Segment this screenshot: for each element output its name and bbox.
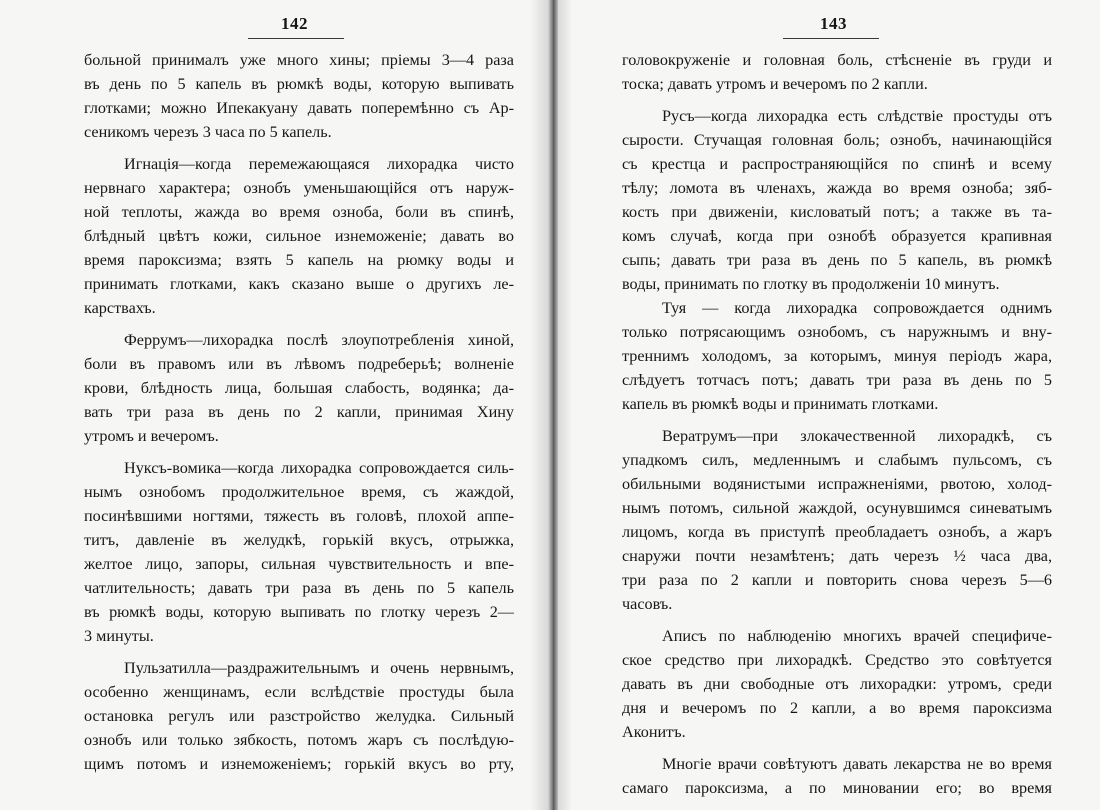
right-page-text	[622, 48, 1052, 800]
text-line: снаружи почти незамѣтенъ; дать черезъ ½ часа два,	[622, 547, 1052, 565]
text-line: глотками; можно Ипекакуану давать поперемѣнно съ Ар-	[84, 99, 514, 117]
text-line: вать три раза въ день по 2 капли, принимая Хину	[84, 403, 514, 421]
text-line: три раза по 2 капли и повторить снова черезъ 5—6	[622, 571, 1052, 589]
text-line: утромъ и вечеромъ.	[84, 427, 219, 445]
text-line: ной теплоты, жажда во время озноба, боли въ спинѣ,	[84, 203, 514, 221]
text-line: Вератрумъ—при злокачественной лихорадкѣ, съ	[662, 427, 1052, 445]
text-line: Многіе врачи совѣтуютъ давать лекарства не во время	[662, 755, 1052, 773]
text-line: только потрясающимъ ознобомъ, съ наружнымъ и вну-	[622, 323, 1052, 341]
text-line: Аконитъ.	[622, 723, 686, 741]
text-line: Туя — когда лихорадка сопровождается однимъ	[662, 299, 1052, 317]
text-line: Аписъ по наблюденію многихъ врачей специфиче-	[662, 627, 1052, 645]
text-line: самаго пароксизма, а по миновании его; во время	[622, 779, 1052, 797]
left-page-text	[84, 48, 514, 776]
text-line: карствахъ.	[84, 299, 156, 317]
text-line: крови, блѣдность лица, большая слабость, водянка; да-	[84, 379, 514, 397]
text-line: ское средство при лихорадкѣ. Средство это совѣтуется	[622, 651, 1052, 669]
text-line: кость при движеніи, кисловатый потъ; а также въ та-	[622, 203, 1052, 221]
text-line: нымъ ознобомъ продолжительное время, съ жаждой,	[84, 483, 514, 501]
text-line: сырости. Стучащая головная боль; ознобъ, начинающійся	[622, 131, 1052, 149]
text-line: въ рюмкѣ воды, которую выпивать по глотку черезъ 2—	[84, 603, 514, 621]
text-line: боли въ правомъ или въ лѣвомъ подреберьѣ; волненіе	[84, 355, 514, 373]
text-line: тѣлу; ломота въ членахъ, жажда во время озноба; зяб-	[622, 179, 1052, 197]
text-line: комъ случаѣ, когда при ознобѣ образуется крапивная	[622, 227, 1052, 245]
text-line: особенно женщинамъ, если вслѣдствіе простуды была	[84, 683, 514, 701]
text-line: щимъ потомъ и изнеможеніемъ; горькій вкусъ во рту,	[84, 755, 514, 773]
text-line: Игнація—когда перемежающаяся лихорадка чисто	[124, 155, 514, 173]
text-line: 3 минуты.	[84, 627, 154, 645]
text-line: больной принималъ уже много хины; пріемы 3—4 раза	[84, 51, 514, 69]
text-line: упадкомъ силъ, медленнымъ и слабымъ пульсомъ, съ	[622, 451, 1052, 469]
text-line: сыпь; давать три раза въ день по 5 капель, въ рюмкѣ	[622, 251, 1052, 269]
page-shadow	[530, 0, 548, 810]
text-line: Пульзатилла—раздражительнымъ и очень нервнымъ,	[124, 659, 514, 677]
text-line: часовъ.	[622, 595, 673, 613]
text-line: Феррумъ—лихорадка послѣ злоупотребленія хиной,	[124, 331, 514, 349]
text-line: нервнаго характера; ознобъ уменьшающійся отъ наруж-	[84, 179, 514, 197]
text-line: треннимъ холодомъ, за которымъ, минуя періодъ жара,	[622, 347, 1052, 365]
page-number-rule	[783, 38, 879, 39]
text-line: съ крестца и распространяющійся по спинѣ и всему	[622, 155, 1052, 173]
page-number-rule	[248, 38, 344, 39]
left-page	[0, 0, 548, 810]
text-line: время пароксизма; взять 5 капель на рюмку воды и	[84, 251, 514, 269]
text-line: Нуксъ-вомика—когда лихорадка сопровождается силь-	[124, 459, 514, 477]
text-line: посинѣвшими ногтями, тяжесть въ головѣ, плохой аппе-	[84, 507, 514, 525]
text-line: лицомъ, когда въ приступѣ преобладаетъ ознобъ, а жаръ	[622, 523, 1052, 541]
text-line: титъ, давленіе въ желудкѣ, горькій вкусъ, отрыжка,	[84, 531, 514, 549]
text-line: головокруженіе и головная боль, стѣсненіе въ груди и	[622, 51, 1052, 69]
text-line: сеникомъ черезъ 3 часа по 5 капель.	[84, 123, 332, 141]
page-shadow	[558, 0, 572, 810]
text-line: чатлительность; давать три раза въ день по 5 капель	[84, 579, 514, 597]
page-number: 143	[820, 14, 847, 33]
text-line: давать въ дни свободные отъ лихорадки: утромъ, среди	[622, 675, 1052, 693]
text-line: остановка регулъ или разстройство желудка. Сильный	[84, 707, 514, 725]
text-line: блѣдный цвѣтъ кожи, сильное изнеможеніе; давать во	[84, 227, 514, 245]
text-line: ознобъ или только зябкость, потомъ жаръ съ послѣдую-	[84, 731, 514, 749]
text-line: желтое лицо, запоры, сильная чувствительность и впе-	[84, 555, 514, 573]
book-gutter	[548, 0, 558, 810]
text-line: принимать глотками, какъ сказано выше о другихъ ле-	[84, 275, 514, 293]
text-line: тоска; давать утромъ и вечеромъ по 2 капли.	[622, 75, 928, 93]
text-line: въ день по 5 капель въ рюмкѣ воды, которую выпивать	[84, 75, 514, 93]
text-line: обильными водянистыми испражненіями, рвотою, холод-	[622, 475, 1052, 493]
text-line: слѣдуетъ тотчасъ потъ; давать три раза въ день по 5	[622, 371, 1052, 389]
right-page	[558, 0, 1100, 810]
text-line: Русъ—когда лихорадка есть слѣдствіе простуды отъ	[662, 107, 1052, 125]
text-line: капель въ рюмкѣ воды и принимать глотками.	[622, 395, 939, 413]
page-number: 142	[281, 14, 308, 33]
text-line: нымъ потомъ, сильной жаждой, осунувшимся синеватымъ	[622, 499, 1052, 517]
text-line: дня и вечеромъ по 2 капли, а во время пароксизма	[622, 699, 1052, 717]
text-line: воды, принимать по глотку въ продолженіи 10 минутъ.	[622, 275, 1000, 293]
